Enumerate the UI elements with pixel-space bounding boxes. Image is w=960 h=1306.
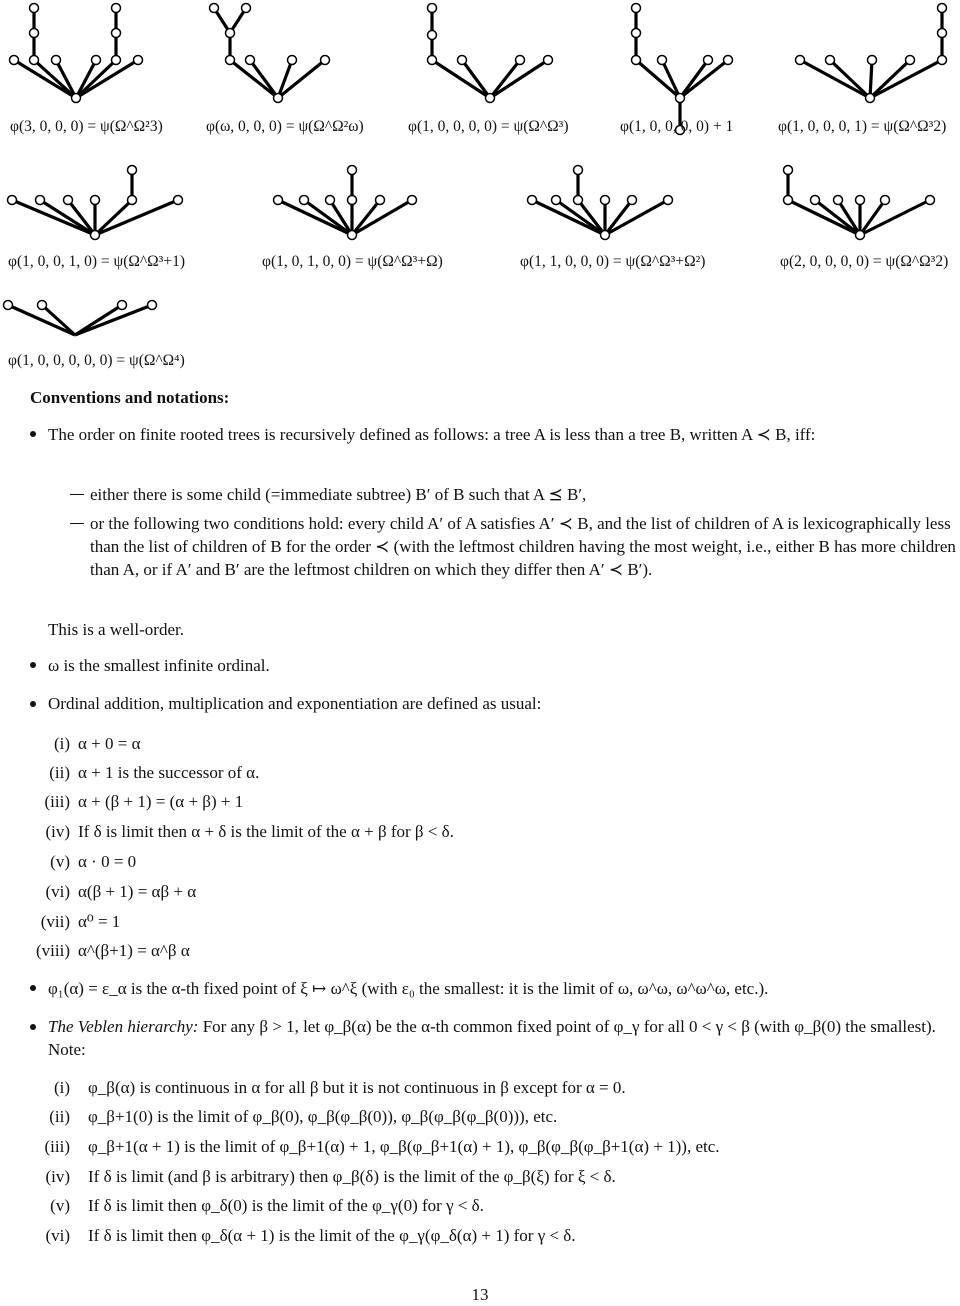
veblen-lead: The Veblen hierarchy: (48, 1017, 199, 1036)
rule-text: α + 1 is the successor of α. (78, 763, 260, 782)
either-item: either there is some child (=immediate subtree) B′ of B such that A ⪯ B′, (90, 485, 587, 504)
rule-text: α⁰ = 1 (78, 912, 121, 931)
omega-definition: ω is the smallest infinite ordinal. (48, 656, 270, 675)
tree-6 (8, 166, 183, 240)
tree-caption: φ(1, 0, 0, 0, 1) = ψ(Ω^Ω³2) (778, 118, 947, 135)
page-number: 13 (471, 1285, 489, 1304)
veblen-text: For any β > 1, let φ_β(α) be the α-th common fixed point of φ_γ for all 0 < γ < β (with φ_β(0) the smallest). Note: (48, 1017, 936, 1059)
rule-label: (iii) (44, 792, 70, 811)
rule-label: (ii) (49, 763, 70, 782)
rule-text: If δ is limit (and β is arbitrary) then φ_β(δ) is the limit of the φ_β(ξ) for ξ < δ. (88, 1167, 616, 1186)
tree-caption: φ(1, 0, 0, 0, 0) = ψ(Ω^Ω³) (408, 118, 569, 135)
rule-text: If δ is limit then φ_δ(α + 1) is the limit of the φ_γ(φ_δ(α) + 1) for γ < δ. (88, 1226, 576, 1245)
rule-text: φ_β(α) is continuous in α for all β but it is not continuous in β except for α = 0. (88, 1078, 626, 1097)
tree-3 (428, 4, 553, 103)
rule-label: (ii) (49, 1107, 70, 1126)
rule-text: α^(β+1) = α^β α (78, 941, 190, 960)
order-definition: The order on finite rooted trees is recursively defined as follows: a tree A is less than a tree B, written A ≺ B, iff: (48, 425, 816, 444)
bullet-icon (30, 662, 36, 668)
rule-text: α + (β + 1) = (α + β) + 1 (78, 792, 244, 811)
rule-text: α · 0 = 0 (78, 852, 137, 871)
veblen-definition (48, 1015, 958, 1061)
tree-caption: φ(1, 0, 0, 1, 0) = ψ(Ω^Ω³+1) (8, 253, 185, 270)
tree-caption: φ(1, 0, 1, 0, 0) = ψ(Ω^Ω³+Ω) (262, 253, 443, 270)
tree-caption: φ(ω, 0, 0, 0) = ψ(Ω^Ω²ω) (206, 118, 364, 135)
tree-caption: φ(1, 1, 0, 0, 0) = ψ(Ω^Ω³+Ω²) (520, 253, 706, 270)
well-order-note: This is a well-order. (48, 620, 184, 639)
bullet-icon (30, 985, 36, 991)
tree-caption: φ(2, 0, 0, 0, 0) = ψ(Ω^Ω³2) (780, 253, 949, 270)
rule-text: φ_β+1(0) is the limit of φ_β(0), φ_β(φ_β(0)), φ_β(φ_β(φ_β(0))), etc. (88, 1107, 558, 1126)
dash-icon (70, 494, 84, 495)
rule-label: (v) (50, 852, 70, 871)
arithmetic-intro: Ordinal addition, multiplication and exponentiation are defined as usual: (48, 694, 542, 713)
or-item: or the following two conditions hold: every child A′ of A satisfies A′ ≺ B, and the list of children of A is lexicographically less than the list of children of B for the order ≺ (with the leftmost children having the most weight, i.e., either B has more children than A, or if A′ and B′ are the leftmost children on which they differ then A′ ≺ B′). (90, 514, 956, 579)
tree-4 (632, 4, 733, 135)
tree-9 (784, 166, 935, 240)
rule-label: (vi) (45, 1226, 70, 1245)
dash-icon (70, 523, 84, 524)
tree-10 (4, 301, 157, 336)
tree-diagrams (0, 0, 960, 340)
rule-label: (iv) (45, 822, 70, 841)
tree-2 (210, 4, 330, 103)
rule-text: α + 0 = α (78, 734, 141, 753)
rule-label: (i) (53, 734, 70, 753)
rule-label: (vi) (45, 882, 70, 901)
rule-text: φ_β+1(α + 1) is the limit of φ_β+1(α) + 1, φ_β(φ_β+1(α) + 1), φ_β(φ_β(φ_β+1(α) + 1)), etc. (88, 1137, 720, 1156)
tree-1 (10, 4, 143, 103)
bullet-icon (30, 701, 36, 707)
tree-caption: φ(1, 0, 0, 0, 0, 0) = ψ(Ω^Ω⁴) (8, 352, 185, 369)
rule-label: (viii) (36, 941, 70, 960)
rule-label: (iv) (45, 1167, 70, 1186)
section-heading: Conventions and notations: (30, 388, 230, 407)
tree-caption: φ(3, 0, 0, 0) = ψ(Ω^Ω²3) (10, 118, 163, 135)
tree-8 (528, 166, 673, 240)
rule-label: (i) (53, 1078, 70, 1097)
rule-text: α(β + 1) = αβ + α (78, 882, 197, 901)
bullet-icon (30, 431, 36, 437)
rule-text: If δ is limit then α + δ is the limit of the α + β for β < δ. (78, 822, 454, 841)
rule-label: (v) (50, 1196, 70, 1215)
tree-5 (796, 4, 947, 103)
tree-7 (274, 166, 417, 240)
rule-label: (iii) (44, 1137, 70, 1156)
bullet-icon (30, 1024, 36, 1030)
phi1-definition: φ₁(α) = ε_α is the α-th fixed point of ξ ↦ ω^ξ (with ε₀ the smallest: it is the limit of ω, ω^ω, ω^ω^ω, etc.). (48, 979, 769, 998)
rule-text: If δ is limit then φ_δ(0) is the limit of the φ_γ(0) for γ < δ. (88, 1196, 484, 1215)
rule-label: (vii) (40, 912, 70, 931)
tree-caption: φ(1, 0, 0, 0, 0) + 1 (620, 118, 734, 135)
